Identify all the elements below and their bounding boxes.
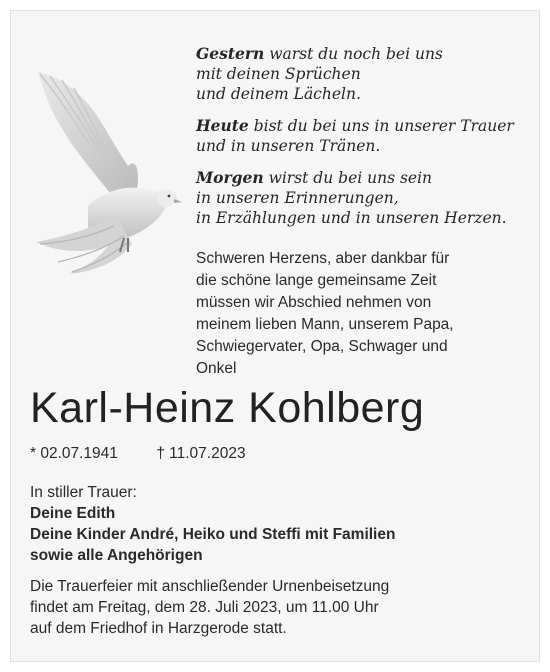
poem-line: mit deinen Sprüchen — [196, 65, 361, 83]
intro-line: Onkel — [196, 360, 237, 377]
poem-line — [196, 168, 526, 188]
service-info — [30, 576, 530, 639]
poem-line: und deinem Lächeln. — [196, 85, 361, 103]
intro-line: Schweren Herzens, aber dankbar für — [196, 250, 450, 267]
service-line: findet am Freitag, dem 28. Juli 2023, um 11.00 Uhr — [30, 599, 379, 616]
poem-lead-word: Morgen — [196, 168, 264, 187]
poem-line: in Erzählungen und in unseren Herzen. — [196, 209, 507, 227]
intro-line: müssen wir Abschied nehmen von — [196, 294, 432, 311]
poem-line — [196, 116, 526, 136]
mourner-line: sowie alle Angehörigen — [30, 547, 203, 564]
deceased-name: Karl-Heinz Kohlberg — [30, 384, 425, 432]
mourners-block — [30, 482, 530, 566]
service-line: auf dem Friedhof in Harzgerode statt. — [30, 620, 287, 637]
mourner-line: Deine Kinder André, Heiko und Steffi mit Familien — [30, 526, 396, 543]
poem-line-rest: bist du bei uns in unserer Trauer — [248, 117, 514, 135]
service-line: Die Trauerfeier mit anschließender Urnenbeisetzung — [30, 578, 390, 595]
poem-lead-word: Heute — [196, 116, 249, 135]
poem-line-rest: warst du noch bei uns — [264, 45, 443, 63]
mourner-line: Deine Edith — [30, 505, 116, 522]
dove-icon — [28, 66, 198, 276]
intro-text — [196, 248, 526, 380]
intro-line: die schöne lange gemeinsame Zeit — [196, 272, 437, 289]
poem-line-rest: wirst du bei uns sein — [263, 169, 433, 187]
poem-line: in unseren Erinnerungen, — [196, 189, 399, 207]
poem — [196, 44, 526, 240]
mourners-heading: In stiller Trauer: — [30, 484, 137, 501]
intro-line: meinem lieben Mann, unserem Papa, — [196, 316, 454, 333]
death-date: † 11.07.2023 — [156, 445, 246, 462]
poem-stanza-yesterday — [196, 44, 526, 104]
intro-line: Schwiegervater, Opa, Schwager und — [196, 338, 448, 355]
poem-line: und in unseren Tränen. — [196, 137, 381, 155]
birth-date: * 02.07.1941 — [30, 445, 118, 462]
poem-stanza-today — [196, 116, 526, 156]
life-dates — [30, 445, 246, 463]
poem-lead-word: Gestern — [196, 44, 265, 63]
poem-stanza-tomorrow — [196, 168, 526, 228]
poem-line — [196, 44, 526, 64]
